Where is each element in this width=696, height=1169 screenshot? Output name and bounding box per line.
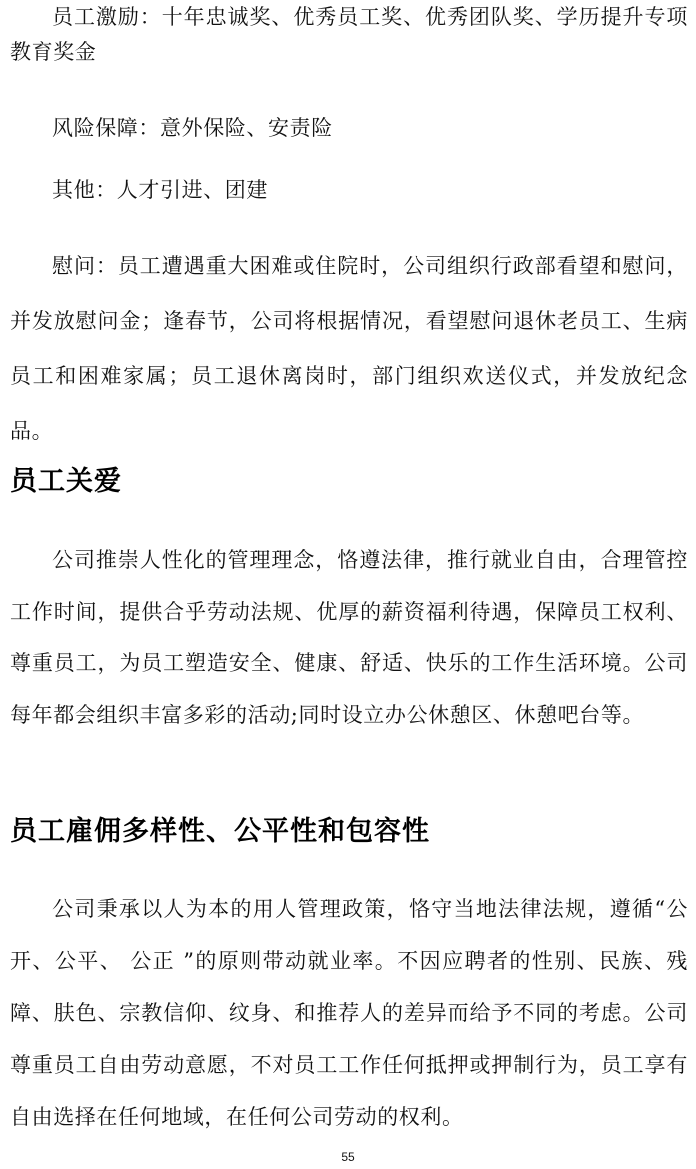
paragraph-employee-incentive: 员工激励：十年忠诚奖、优秀员工奖、优秀团队奖、学历提升专项教育奖金 [10,5,688,64]
page-number: 55 [341,1150,355,1164]
paragraph-condolence: 慰问：员工遭遇重大困难或住院时，公司组织行政部看望和慰问，并发放慰问金；逢春节，公司将根据情况，看望慰问退休老员工、生病员工和困难家属；员工退休离岗时，部门组织欢送仪式，并发放纪念品。 [10,254,688,443]
section-heading-diversity: 员工雇佣多样性、公平性和包容性 [10,816,430,847]
paragraph-risk-protection: 风险保障：意外保险、安责险 [52,116,333,140]
section-heading-employee-care: 员工关爱 [10,466,122,497]
paragraph-employee-care: 公司推崇人性化的管理理念，恪遵法律，推行就业自由，合理管控工作时间，提供合乎劳动法规、优厚的薪资福利待遇，保障员工权利、尊重员工，为员工塑造安全、健康、舒适、快乐的工作生活环境。公司每年都会组织丰富多彩的活动;同时设立办公休憩区、休憩吧台等。 [10,548,688,727]
paragraph-other: 其他：人才引进、团建 [52,178,268,202]
paragraph-diversity: 公司秉承以人为本的用人管理政策，恪守当地法律法规，遵循“公开、公平、 公正 ”的原则带动就业率。不因应聘者的性别、民族、残障、肤色、宗教信仰、纹身、和推荐人的差异而给予不同的考虑。公司尊重员工自由劳动意愿，不对员工工作任何抵押或押制行为，员工享有自由选择在任何地域，在任何公司劳动的权利。 [10,897,688,1129]
